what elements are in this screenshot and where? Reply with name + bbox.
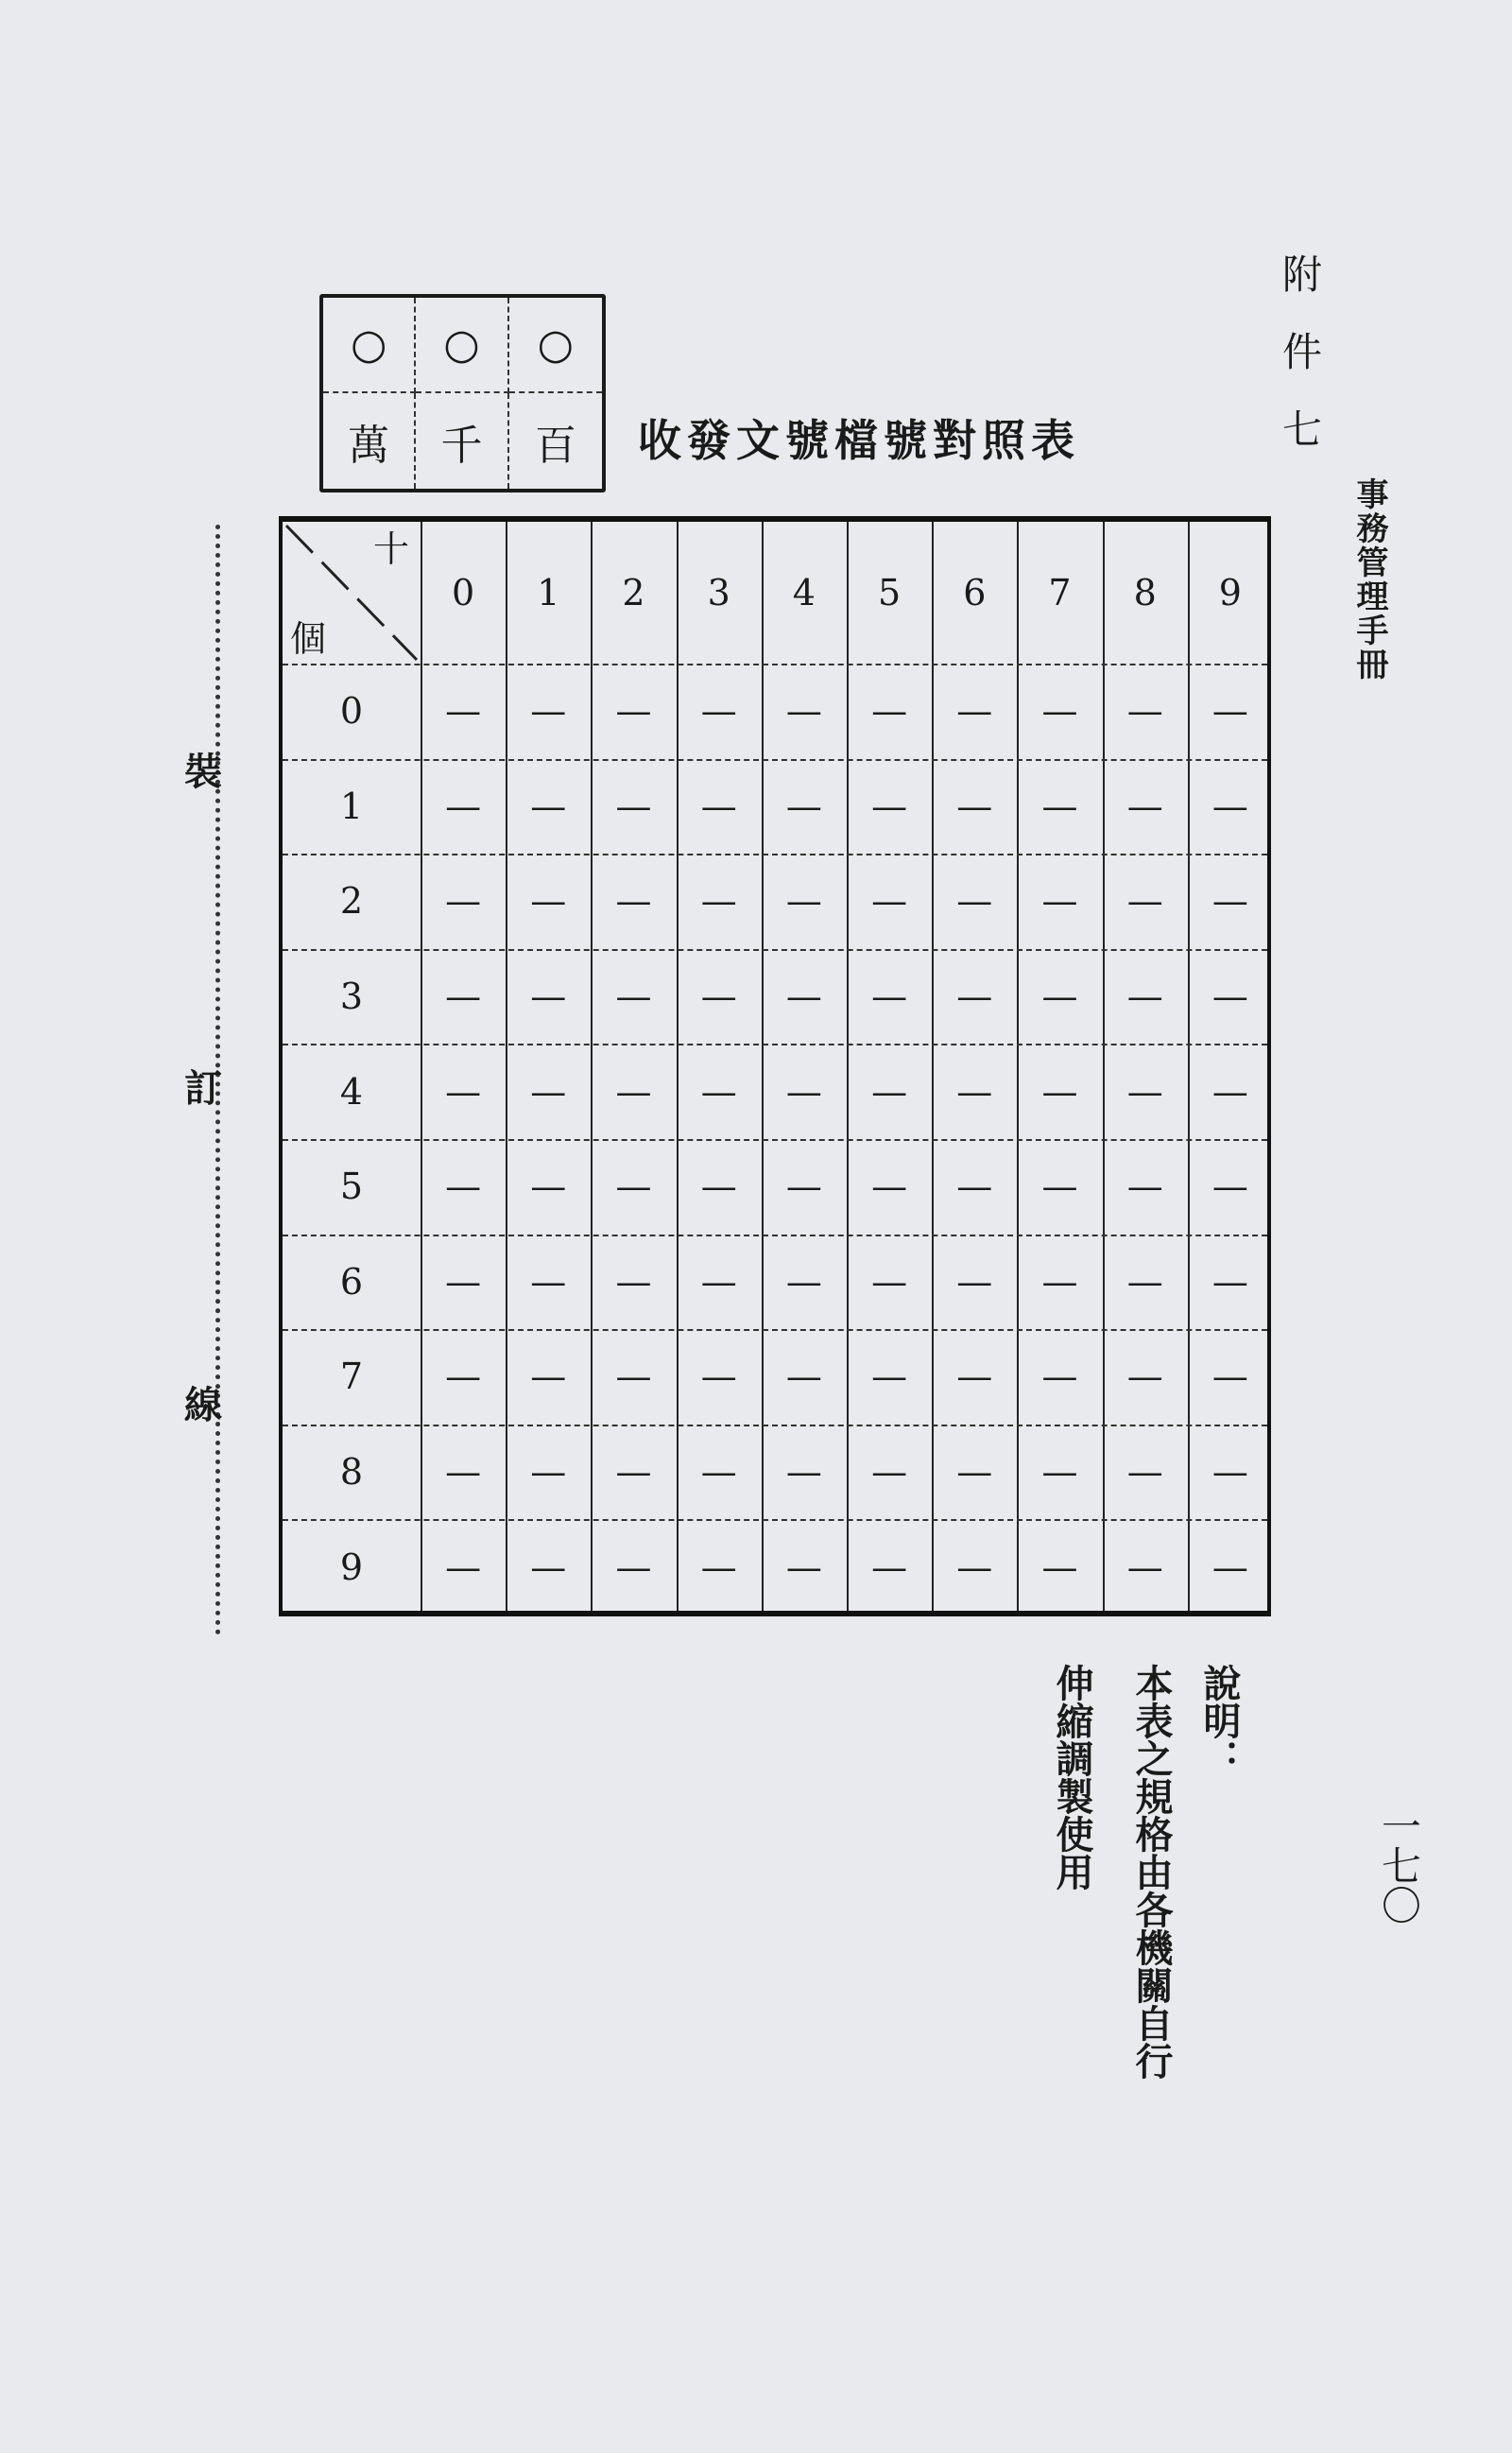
table-cell: — [1041, 1166, 1078, 1208]
table-cell: — [445, 1260, 482, 1303]
table-cell: — [1126, 785, 1163, 827]
table-cell: — [785, 1070, 822, 1113]
number-lookup-table [279, 516, 1271, 1616]
table-cell: — [530, 976, 567, 1018]
table-cell: — [785, 1546, 822, 1588]
table-cell: — [1041, 1451, 1078, 1494]
column-header-tens: 7 [1048, 572, 1072, 613]
table-cell: — [1211, 1166, 1248, 1208]
table-cell: — [1211, 976, 1248, 1018]
column-header-tens: 8 [1133, 572, 1157, 613]
table-cell: — [1126, 976, 1163, 1018]
table-cell: — [615, 690, 652, 733]
table-cell: — [871, 785, 908, 827]
table-cell: — [1041, 1356, 1078, 1398]
appendix-label: 附件七 [1277, 253, 1323, 486]
table-cell: — [956, 880, 993, 923]
table-cell: — [871, 690, 908, 733]
table-cell: — [785, 1260, 822, 1303]
table-cell: — [1041, 1260, 1078, 1303]
corner-ones-label: 個 [289, 617, 326, 660]
table-cell: — [871, 1451, 908, 1494]
table-cell: — [1211, 785, 1248, 827]
table-cell: — [956, 1546, 993, 1588]
running-header: 事務管理手冊 [1350, 477, 1388, 682]
placeholder-bai: ○ [509, 298, 602, 393]
row-header-ones: 6 [339, 1260, 364, 1303]
column-header-tens: 0 [452, 572, 475, 613]
table-cell: — [956, 1451, 993, 1494]
table-cell: — [1211, 1070, 1248, 1113]
table-cell: — [1211, 1260, 1248, 1303]
table-cell: — [1041, 785, 1078, 827]
table-cell: — [956, 690, 993, 733]
column-header-tens: 4 [792, 572, 816, 613]
table-cell: — [1211, 1356, 1248, 1398]
table-cell: — [615, 976, 652, 1018]
corner-tens-label: 十 [372, 527, 409, 570]
row-header-ones: 8 [339, 1451, 364, 1494]
table-cell: — [1126, 1070, 1163, 1113]
table-cell: — [700, 880, 737, 923]
table-cell: — [615, 785, 652, 827]
binding-char-ding: 訂 [184, 1066, 222, 1111]
notes-line-2: 伸縮調製使用 [1050, 1664, 1094, 1891]
table-cell: — [785, 976, 822, 1018]
table-cell: — [530, 1070, 567, 1113]
table-cell: — [530, 690, 567, 733]
table-cell: — [956, 1356, 993, 1398]
table-cell: — [785, 1166, 822, 1208]
unit-wan: 萬 [323, 393, 416, 489]
row-header-ones: 9 [339, 1546, 364, 1588]
table-cell: — [1211, 1546, 1248, 1588]
table-cell: — [785, 880, 822, 923]
table-cell: — [1041, 880, 1078, 923]
table-cell: — [1126, 880, 1163, 923]
table-cell: — [871, 1260, 908, 1303]
table-cell: — [700, 976, 737, 1018]
table-cell: — [445, 785, 482, 827]
binding-char-xian: 線 [184, 1383, 222, 1427]
table-cell: — [445, 1356, 482, 1398]
table-cell: — [956, 976, 993, 1018]
table-cell: — [871, 976, 908, 1018]
binding-char-zhuang: 裝 [184, 750, 222, 794]
table-cell: — [530, 1356, 567, 1398]
table-cell: — [530, 880, 567, 923]
table-cell: — [700, 1451, 737, 1494]
table-cell: — [1126, 1166, 1163, 1208]
table-cell: — [785, 1356, 822, 1398]
row-header-ones: 0 [339, 690, 364, 733]
table-cell: — [445, 1546, 482, 1588]
table-cell: — [445, 690, 482, 733]
table-cell: — [700, 785, 737, 827]
table-cell: — [785, 690, 822, 733]
table-cell: — [1126, 1260, 1163, 1303]
table-cell: — [530, 1451, 567, 1494]
table-cell: — [785, 1451, 822, 1494]
table-cell: — [1041, 1546, 1078, 1588]
placeholder-qian: ○ [416, 298, 508, 393]
table-cell: — [615, 1166, 652, 1208]
row-header-ones: 1 [339, 785, 364, 827]
table-cell: — [1126, 690, 1163, 733]
table-cell: — [1126, 1356, 1163, 1398]
unit-qian: 千 [416, 393, 508, 489]
table-cell: — [700, 1546, 737, 1588]
table-cell: — [956, 1260, 993, 1303]
table-cell: — [871, 1166, 908, 1208]
table-cell: — [700, 1260, 737, 1303]
table-cell: — [1211, 690, 1248, 733]
table-cell: — [530, 1260, 567, 1303]
page-number: 一七〇 [1376, 1805, 1422, 1925]
row-header-ones: 2 [339, 880, 364, 923]
table-cell: — [530, 1166, 567, 1208]
table-cell: — [445, 880, 482, 923]
table-cell: — [700, 1166, 737, 1208]
table-cell: — [700, 690, 737, 733]
column-header-tens: 5 [878, 572, 902, 613]
column-header-tens: 2 [622, 572, 645, 613]
table-cell: — [956, 1070, 993, 1113]
table-cell: — [615, 1546, 652, 1588]
table-cell: — [445, 1070, 482, 1113]
table-cell: — [445, 976, 482, 1018]
table-cell: — [700, 1070, 737, 1113]
table-cell: — [615, 1260, 652, 1303]
table-cell: — [615, 1356, 652, 1398]
table-cell: — [530, 785, 567, 827]
table-cell: — [1041, 1070, 1078, 1113]
row-header-ones: 7 [339, 1356, 364, 1398]
table-cell: — [1126, 1546, 1163, 1588]
table-cell: — [785, 785, 822, 827]
table-cell: — [1211, 880, 1248, 923]
row-header-ones: 4 [339, 1070, 364, 1113]
table-cell: — [700, 1356, 737, 1398]
column-header-tens: 1 [537, 572, 560, 613]
notes-line-1: 本表之規格由各機關自行 [1129, 1664, 1174, 2080]
table-cell: — [956, 1166, 993, 1208]
row-header-ones: 3 [339, 976, 364, 1018]
table-cell: — [530, 1546, 567, 1588]
column-header-tens: 3 [707, 572, 730, 613]
row-header-ones: 5 [339, 1166, 364, 1208]
table-cell: — [615, 880, 652, 923]
table-cell: — [445, 1166, 482, 1208]
table-cell: — [1041, 976, 1078, 1018]
unit-bai: 百 [534, 421, 576, 470]
table-cell: — [615, 1451, 652, 1494]
column-header-tens: 6 [963, 572, 987, 613]
table-cell: — [871, 880, 908, 923]
table-cell: — [1211, 1451, 1248, 1494]
table-cell: — [956, 785, 993, 827]
table-cell: — [615, 1070, 652, 1113]
table-cell: — [1126, 1451, 1163, 1494]
table-cell: — [871, 1070, 908, 1113]
table-cell: — [445, 1451, 482, 1494]
placeholder-wan: ○ [323, 298, 416, 393]
table-cell: — [1041, 690, 1078, 733]
table-cell: — [871, 1546, 908, 1588]
digit-place-box [319, 294, 606, 492]
page-title: 收發文號檔號對照表 [638, 415, 1080, 466]
notes-heading: 說明： [1197, 1664, 1242, 1777]
column-header-tens: 9 [1218, 572, 1242, 613]
table-cell: — [871, 1356, 908, 1398]
